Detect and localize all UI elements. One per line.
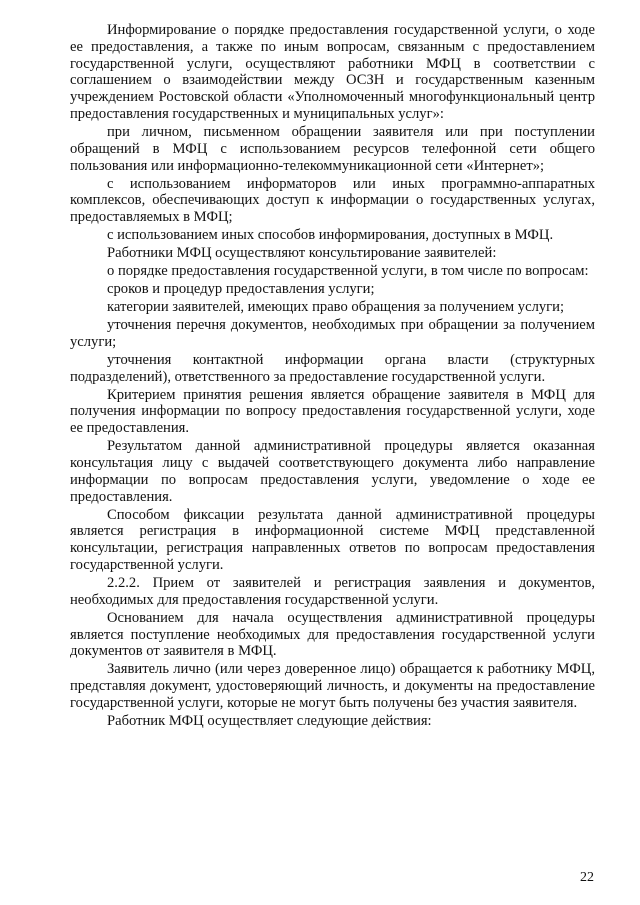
paragraph-basis: Основанием для начала осуществления административной процедуры является поступление необходимых для предоставления государственной услуги документов от заявителя в МФЦ.: [70, 609, 595, 660]
paragraph-personal-request: при личном, письменном обращении заявителя или при поступлении обращений в МФЦ с использованием ресурсов телефонной сети общего пользования или информационно-телекоммуникационной сети «Интернет»;: [70, 123, 595, 174]
list-item-documents: уточнения перечня документов, необходимых при обращении за получением услуги;: [70, 317, 595, 350]
paragraph-informators: с использованием информаторов или иных программно-аппаратных комплексов, обеспечивающих доступ к информации о государственных услугах, предоставляемых в МФЦ;: [70, 175, 595, 226]
paragraph-procedure-questions: о порядке предоставления государственной услуги, в том числе по вопросам:: [107, 263, 589, 280]
list-item-categories: категории заявителей, имеющих право обращения за получением услуги;: [107, 299, 565, 316]
paragraph-fixation: Способом фиксации результата данной административной процедуры является регистрация в информационной системе МФЦ представленной консультации, регистрация направленных ответов по вопросам предоставления государственной услуги.: [70, 506, 595, 573]
paragraph-informing-mfc: Информирование о порядке предоставления государственной услуги, о ходе ее предоставления, а также по иным вопросам, связанным с предоставлением государственной услуги, осуществляют работники МФЦ в соответствии с соглашением о взаимодействии между ОСЗН и государственным казенным учреждением Ростовской области «Уполномоченный многофункциональный центр предоставления государственных и муниципальных услуг»:: [70, 22, 595, 122]
page-number: 22: [580, 870, 594, 885]
paragraph-actions: Работник МФЦ осуществляет следующие действия:: [107, 712, 432, 729]
paragraph-criterion: Критерием принятия решения является обращение заявителя в МФЦ для получения информации по вопросу предоставления государственной услуги, ходе ее предоставления.: [70, 386, 595, 437]
list-item-terms: сроков и процедур предоставления услуги;: [107, 281, 375, 298]
list-item-contacts: уточнения контактной информации органа власти (структурных подразделений), ответственного за предоставление государственной услуги.: [70, 351, 595, 385]
paragraph-applicant: Заявитель лично (или через доверенное лицо) обращается к работнику МФЦ, представляя документ, удостоверяющий личность, и документы на предоставление государственной услуги, которые не могут быть получены без участия заявителя.: [70, 661, 595, 711]
paragraph-consulting: Работники МФЦ осуществляют консультирование заявителей:: [107, 245, 497, 262]
section-heading-2-2-2: 2.2.2. Прием от заявителей и регистрация заявления и документов, необходимых для предоставления государственной услуги.: [70, 574, 595, 608]
paragraph-other-methods: с использованием иных способов информирования, доступных в МФЦ.: [107, 227, 554, 244]
paragraph-result: Результатом данной административной процедуры является оказанная консультация лицу с выдачей соответствующего документа либо направление информации по вопросам предоставления услуги, уведомление о ходе ее предоставления.: [70, 438, 595, 505]
document-body: [70, 22, 595, 731]
